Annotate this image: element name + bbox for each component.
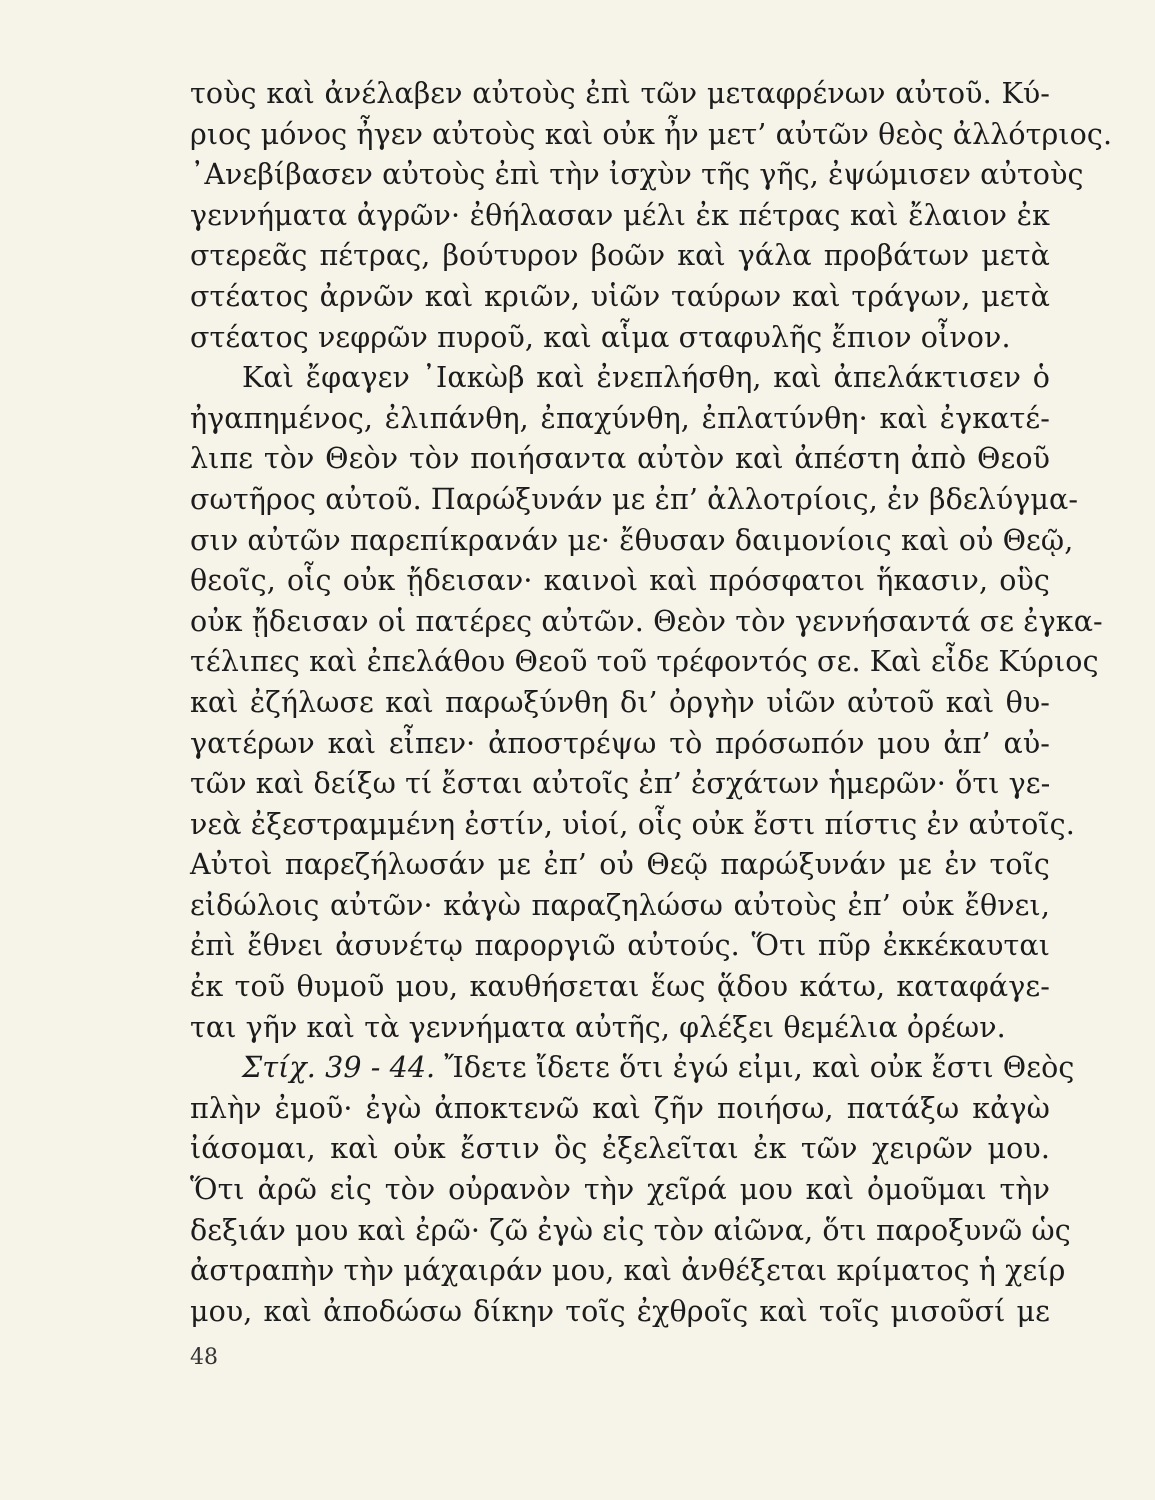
text-line: ριος μόνος ἦγεν αὐτοὺς καὶ οὐκ ἦν μετ’ αὐτῶν θεὸς ἀλλότριος. xyxy=(190,117,1113,151)
text-line: Αὐτοὶ παρεζήλωσάν με ἐπ’ οὐ Θεῷ παρώξυνάν με ἐν τοῖς xyxy=(190,848,1050,882)
text-line: σωτῆρος αὐτοῦ. Παρώξυνάν με ἐπ’ ἀλλοτρίοις, ἐν βδελύγμα- xyxy=(190,482,1079,516)
text-line: σιν αὐτῶν παρεπίκρανάν με· ἔθυσαν δαιμονίοις καὶ οὐ Θεῷ, xyxy=(190,523,1074,557)
text-line: ται γῆν καὶ τὰ γεννήματα αὐτῆς, φλέξει θεμέλια ὀρέων. xyxy=(190,1010,1006,1044)
text-line: νεὰ ἐξεστραμμένη ἐστίν, υἱοί, οἷς οὐκ ἔστι πίστις ἐν αὐτοῖς. xyxy=(190,807,1075,841)
page-number: 48 xyxy=(190,1345,218,1370)
text-line: ἠγαπημένος, ἐλιπάνθη, ἐπαχύνθη, ἐπλατύνθη· καὶ ἐγκατέ- xyxy=(190,401,1050,435)
text-line: ἰάσομαι, καὶ οὐκ ἔστιν ὃς ἐξελεῖται ἐκ τῶν χειρῶν μου. xyxy=(190,1132,1050,1166)
text-line: λιπε τὸν Θεὸν τὸν ποιήσαντα αὐτὸν καὶ ἀπέστη ἀπὸ Θεοῦ xyxy=(190,442,1050,476)
text-line: καὶ ἐζήλωσε καὶ παρωξύνθη δι’ ὀργὴν υἱῶν αὐτοῦ καὶ θυ- xyxy=(190,685,1050,719)
text-line: στερεᾶς πέτρας, βούτυρον βοῶν καὶ γάλα προβάτων μετὰ xyxy=(190,239,1050,273)
verse-reference: Στίχ. 39 - 44. xyxy=(242,1051,436,1085)
text-segment: Ἴδετε ἴδετε ὅτι ἐγώ εἰμι, καὶ οὐκ ἔστι Θεὸς xyxy=(435,1051,1075,1085)
text-line: ἐπὶ ἔθνει ἀσυνέτῳ παροργιῶ αὐτούς. Ὅτι πῦρ ἐκκέκαυται xyxy=(190,929,1050,963)
text-line: οὐκ ᾔδεισαν οἱ πατέρες αὐτῶν. Θεὸν τὸν γεννήσαντά σε ἐγκα- xyxy=(190,604,1103,638)
text-line: Ὅτι ἀρῶ εἰς τὸν οὐρανὸν τὴν χεῖρά μου καὶ ὀμοῦμαι τὴν xyxy=(190,1173,1050,1207)
text-line: τῶν καὶ δείξω τί ἔσται αὐτοῖς ἐπ’ ἐσχάτων ἡμερῶν· ὅτι γε- xyxy=(190,767,1051,801)
text-line: ᾿Ανεβίβασεν αὐτοὺς ἐπὶ τὴν ἰσχὺν τῆς γῆς, ἐψώμισεν αὐτοὺς xyxy=(190,158,1084,192)
body-text xyxy=(190,74,1113,1332)
text-line: δεξιάν μου καὶ ἐρῶ· ζῶ ἐγὼ εἰς τὸν αἰῶνα, ὅτι παροξυνῶ ὡς xyxy=(190,1213,1071,1247)
text-line: ἐκ τοῦ θυμοῦ μου, καυθήσεται ἕως ᾅδου κάτω, καταφάγε- xyxy=(190,970,1050,1004)
text-line: στέατος νεφρῶν πυροῦ, καὶ αἷμα σταφυλῆς ἔπιον οἶνον. xyxy=(190,320,1011,354)
text-line: εἰδώλοις αὐτῶν· κἀγὼ παραζηλώσω αὐτοὺς ἐπ’ οὐκ ἔθνει, xyxy=(190,888,1050,922)
text-line: τοὺς καὶ ἀνέλαβεν αὐτοὺς ἐπὶ τῶν μεταφρένων αὐτοῦ. Κύ- xyxy=(190,77,1050,110)
text-line: τέλιπες καὶ ἐπελάθου Θεοῦ τοῦ τρέφοντός σε. Καὶ εἶδε Κύριος xyxy=(190,645,1099,679)
text-line: μου, καὶ ἀποδώσω δίκην τοῖς ἐχθροῖς καὶ τοῖς μισοῦσί με xyxy=(190,1294,1050,1328)
text-line: Καὶ ἔφαγεν ᾿Ιακὼβ καὶ ἐνεπλήσθη, καὶ ἀπελάκτισεν ὁ xyxy=(242,361,1050,395)
text-line: γεννήματα ἀγρῶν· ἐθήλασαν μέλι ἐκ πέτρας καὶ ἔλαιον ἐκ xyxy=(190,198,1050,232)
text-line: γατέρων καὶ εἶπεν· ἀποστρέψω τὸ πρόσωπόν μου ἀπ’ αὐ- xyxy=(190,726,1050,760)
text-line: θεοῖς, οἷς οὐκ ᾔδεισαν· καινοὶ καὶ πρόσφατοι ἥκασιν, οὓς xyxy=(190,564,1050,598)
text-line: στέατος ἀρνῶν καὶ κριῶν, υἱῶν ταύρων καὶ τράγων, μετὰ xyxy=(190,279,1050,313)
text-line: πλὴν ἐμοῦ· ἐγὼ ἀποκτενῶ καὶ ζῆν ποιήσω, πατάξω κἀγὼ xyxy=(190,1091,1050,1125)
text-line: ἀστραπὴν τὴν μάχαιράν μου, καὶ ἀνθέξεται κρίματος ἡ χείρ xyxy=(190,1254,1066,1288)
text-line xyxy=(190,1048,1075,1089)
